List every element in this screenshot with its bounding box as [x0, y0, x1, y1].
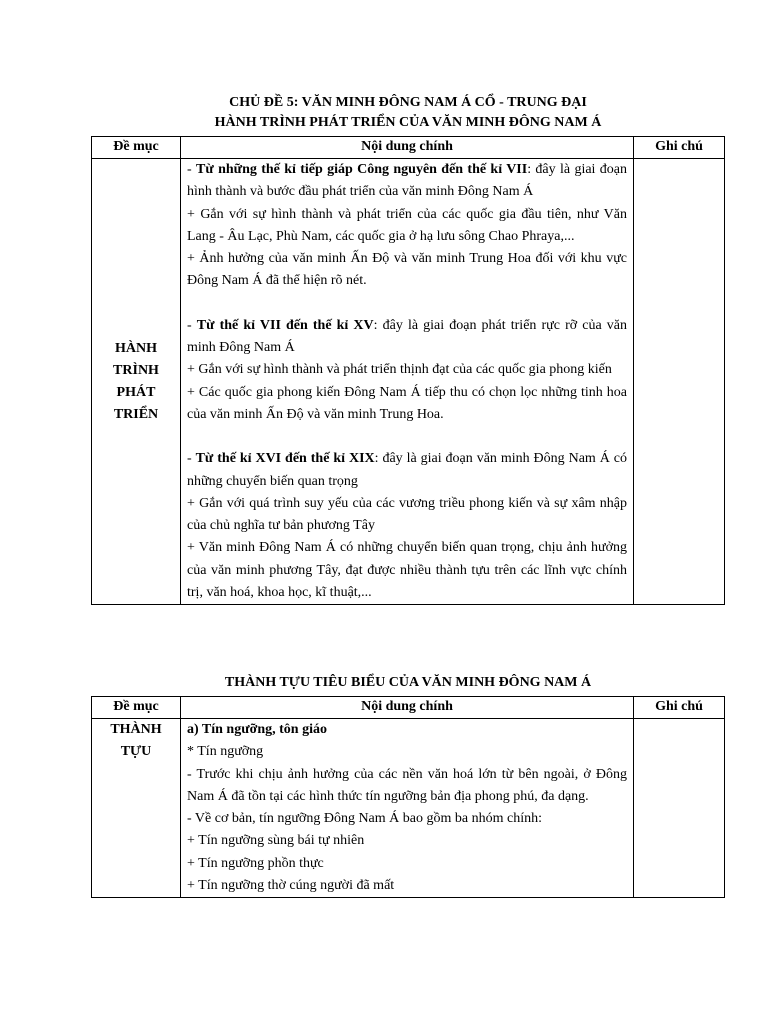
section-heading-cell [92, 719, 181, 898]
list-item: - Về cơ bản, tín ngưỡng Đông Nam Á bao gồm ba nhóm chính: [187, 811, 542, 827]
paragraph-spacer [187, 426, 627, 448]
bullet-point: + Ảnh hưởng của văn minh Ấn Độ và văn minh Trung Hoa đối với khu vực Đông Nam Á đã thể hiện rõ nét. [187, 251, 627, 289]
bullet-point: + Các quốc gia phong kiến Đông Nam Á tiếp thu có chọn lọc những tinh hoa của văn minh Ấn Độ và văn minh Trung Hoa. [187, 384, 627, 422]
main-content-cell [181, 159, 634, 605]
topic-title-line-1: CHỦ ĐỀ 5: VĂN MINH ĐÔNG NAM Á CỔ - TRUNG ĐẠI [229, 95, 587, 110]
period-paragraph [187, 315, 627, 360]
bullet-point: + Gắn với quá trình suy yếu của các vương triều phong kiến và sự xâm nhập của chủ nghĩa tư bản phương Tây [187, 495, 627, 534]
topic-title-line-2: HÀNH TRÌNH PHÁT TRIỂN CỦA VĂN MINH ĐÔNG NAM Á [214, 115, 602, 130]
paragraph-spacer [187, 293, 627, 315]
period-title: Từ thế kỉ VII đến thế kỉ XV [196, 317, 374, 333]
header-main-content: Nội dung chính [181, 697, 634, 719]
section-heading-line: TRÌNH [113, 362, 159, 378]
list-item: - Trước khi chịu ảnh hưởng của các nền văn hoá lớn từ bên ngoài, ở Đông Nam Á đã tồn tại các hình thức tín ngưỡng bản địa phong phú, đa dạng. [187, 766, 627, 804]
table-header-row [92, 137, 725, 159]
period-description: : đây là giai đoạn phát triển rực rỡ của văn minh Đông Nam Á [187, 317, 627, 356]
header-notes: Ghi chú [634, 697, 725, 719]
subheading-text: a) Tín ngưỡng, tôn giáo [187, 722, 327, 737]
table-header-row [92, 697, 725, 719]
development-table [91, 136, 725, 605]
period-description: : đây là giai đoạn hình thành và bước đầu phát triển của văn minh Đông Nam Á [187, 162, 627, 200]
period-prefix: - [187, 317, 197, 333]
section-heading-line: TỰU [120, 744, 152, 759]
section-heading-line: TRIỂN [113, 406, 159, 422]
period-prefix: - [187, 451, 196, 467]
bullet-point: + Văn minh Đông Nam Á có những chuyển biến quan trọng, chịu ảnh hưởng của văn minh phương Tây, đạt được nhiều thành tựu trên các lĩnh vực chính trị, văn hoá, khoa học, kĩ thuật,... [187, 540, 627, 601]
section-heading-line: PHÁT [116, 384, 156, 400]
header-notes: Ghi chú [634, 137, 725, 159]
table-row [92, 159, 725, 605]
period-prefix: - [187, 162, 197, 177]
list-item: + Tín ngưỡng thờ cúng người đã mất [187, 878, 395, 894]
period-paragraph [187, 448, 627, 493]
main-content-cell [181, 719, 634, 898]
achievements-table [91, 696, 725, 898]
header-section: Đề mục [92, 697, 181, 719]
list-item: + Tín ngưỡng phồn thực [187, 855, 324, 871]
bullet-point: + Gắn với sự hình thành và phát triển thịnh đạt của các quốc gia phong kiến [187, 362, 612, 378]
section-heading-cell [92, 159, 181, 605]
bullet-point: + Gắn với sự hình thành và phát triển của các quốc gia đầu tiên, như Văn Lang - Âu Lạc, Phù Nam, các quốc gia ở hạ lưu sông Chao Phraya,... [187, 206, 627, 244]
notes-cell [634, 159, 725, 605]
period-description: : đây là giai đoạn văn minh Đông Nam Á có những chuyển biến quan trọng [187, 451, 627, 489]
table-row [92, 719, 725, 898]
period-paragraph [187, 159, 627, 204]
header-section: Đề mục [92, 137, 181, 159]
list-item: * Tín ngưỡng [187, 744, 264, 760]
topic-title [91, 93, 725, 133]
header-main-content: Nội dung chính [181, 137, 634, 159]
section-heading-line: HÀNH [115, 340, 157, 356]
list-item: + Tín ngưỡng sùng bái tự nhiên [187, 833, 365, 849]
notes-cell [634, 719, 725, 898]
subheading [187, 719, 627, 741]
achievements-title: THÀNH TỰU TIÊU BIỂU CỦA VĂN MINH ĐÔNG NAM Á [224, 675, 592, 690]
section-heading-line: THÀNH [110, 722, 162, 737]
period-title: Từ những thế kỉ tiếp giáp Công nguyên đến thế kỉ VII [196, 162, 528, 177]
period-title: Từ thế kỉ XVI đến thế kỉ XIX [195, 451, 375, 467]
